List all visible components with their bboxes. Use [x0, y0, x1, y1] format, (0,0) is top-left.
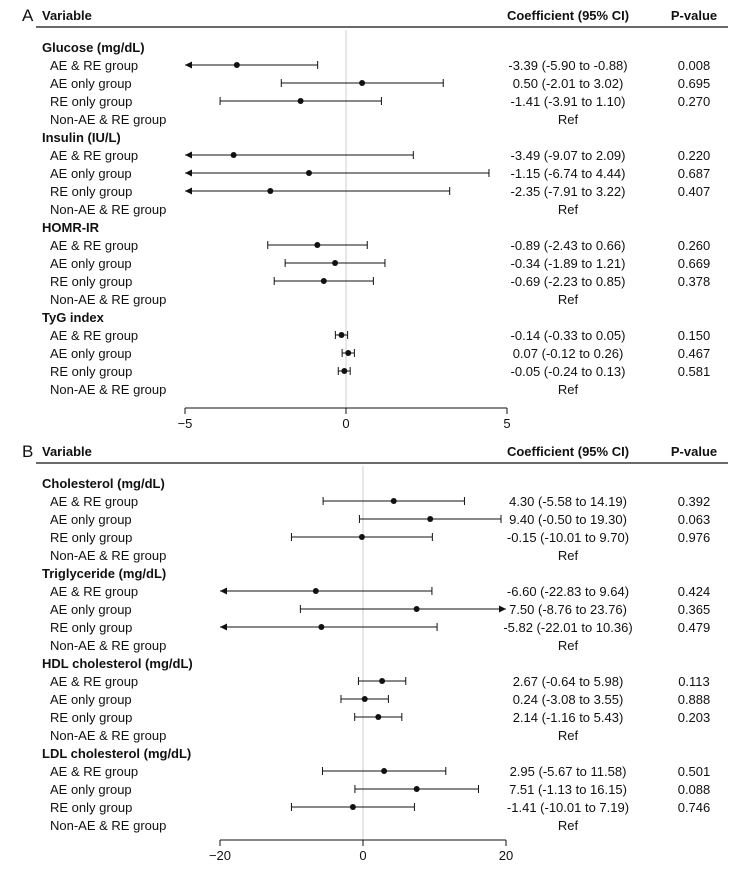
panel-a-row-label: Non-AE & RE group	[50, 202, 167, 217]
panel-b-row-pvalue: 0.088	[677, 782, 711, 797]
panel-b-row-ci: 2.95 (-5.67 to 11.58)	[509, 764, 627, 779]
panel-b-row-label: Non-AE & RE group	[50, 728, 167, 743]
panel-b-row-label: AE & RE group	[50, 764, 139, 779]
panel-a-row-ci: -3.49 (-9.07 to 2.09)	[510, 148, 626, 163]
panel-a-label: A	[22, 6, 34, 25]
panel-a-point-estimate	[345, 350, 351, 356]
panel-a-group-title: Glucose (mg/dL)	[42, 40, 145, 55]
panel-b-row-ci: 4.30 (-5.58 to 14.19)	[509, 494, 627, 509]
panel-b-row-ci: Ref	[557, 728, 579, 743]
panel-b-point-estimate	[427, 516, 433, 522]
panel-b-row-label: AE & RE group	[50, 674, 139, 689]
panel-a-row-label: RE only group	[50, 94, 133, 109]
panel-b-row-label: RE only group	[50, 620, 133, 635]
panel-b-x-tick-label: −20	[208, 848, 232, 863]
panel-a-row-label: AE only group	[50, 346, 132, 361]
panel-a-group-title: HOMR-IR	[42, 220, 100, 235]
panel-a-row-ci: -0.05 (-0.24 to 0.13)	[510, 364, 626, 379]
panel-b-point-estimate	[362, 696, 368, 702]
panel-b-row-ci: 2.67 (-0.64 to 5.98)	[512, 674, 624, 689]
panel-b-point-estimate	[318, 624, 324, 630]
panel-a-row-pvalue: 0.467	[677, 346, 711, 361]
panel-b-row-ci: 7.50 (-8.76 to 23.76)	[509, 602, 627, 617]
panel-b-row-pvalue: 0.479	[677, 620, 711, 635]
panel-a-row-ci: -1.41 (-3.91 to 1.10)	[510, 94, 626, 109]
panel-b-ci-arrow-right	[499, 606, 506, 613]
panel-a-row-label: AE only group	[50, 166, 132, 181]
panel-b-row-label: RE only group	[50, 710, 133, 725]
panel-a-point-estimate	[231, 152, 237, 158]
panel-a-row-label: AE & RE group	[50, 238, 139, 253]
panel-b-header-pvalue: P-value	[670, 444, 718, 459]
panel-a-point-estimate	[306, 170, 312, 176]
panel-a-row-pvalue: 0.687	[677, 166, 711, 181]
panel-b-row-label: AE only group	[50, 512, 132, 527]
panel-a-row-ci: 0.50 (-2.01 to 3.02)	[512, 76, 624, 91]
panel-b-row-ci: 0.24 (-3.08 to 3.55)	[512, 692, 624, 707]
panel-b-row-label: RE only group	[50, 530, 133, 545]
panel-b-row-ci: 7.51 (-1.13 to 16.15)	[509, 782, 627, 797]
panel-b-point-estimate	[414, 786, 420, 792]
panel-a-row-ci: Ref	[557, 202, 579, 217]
panel-a-row-label: AE & RE group	[50, 148, 139, 163]
panel-a-x-tick-label: 5	[503, 416, 511, 431]
panel-b-group-title: Triglyceride (mg/dL)	[42, 566, 167, 581]
panel-a-point-estimate	[314, 242, 320, 248]
panel-a-point-estimate	[321, 278, 327, 284]
panel-a-row-pvalue: 0.669	[677, 256, 711, 271]
panel-a-row-pvalue: 0.270	[677, 94, 711, 109]
panel-a-group-title: Insulin (IU/L)	[42, 130, 121, 145]
panel-b-x-tick-label: 0	[359, 848, 367, 863]
panel-a-header-coefficient: Coefficient (95% CI)	[506, 8, 630, 23]
panel-b-row-label: AE & RE group	[50, 584, 139, 599]
panel-a-x-tick-label: −5	[177, 416, 193, 431]
panel-a-row-pvalue: 0.581	[677, 364, 711, 379]
panel-b-row-ci: Ref	[557, 818, 579, 833]
panel-a-row-pvalue: 0.260	[677, 238, 711, 253]
panel-a-ci-arrow-left	[185, 152, 192, 159]
panel-b-row-ci: -5.82 (-22.01 to 10.36)	[503, 620, 633, 635]
panel-a-point-estimate	[338, 332, 344, 338]
panel-a-row-label: RE only group	[50, 364, 133, 379]
panel-b-ci-arrow-left	[220, 624, 227, 631]
panel-b-point-estimate	[391, 498, 397, 504]
panel-a-row-label: AE & RE group	[50, 328, 139, 343]
panel-b-row-ci: Ref	[557, 548, 579, 563]
panel-a-row-label: RE only group	[50, 274, 133, 289]
panel-b-row-label: Non-AE & RE group	[50, 548, 167, 563]
panel-a-header-variable: Variable	[42, 8, 92, 23]
panel-a-ci-arrow-left	[185, 170, 192, 177]
panel-a-point-estimate	[298, 98, 304, 104]
panel-b-row-ci: -0.15 (-10.01 to 9.70)	[506, 530, 630, 545]
panel-b-row-pvalue: 0.203	[677, 710, 711, 725]
panel-a-row-pvalue: 0.008	[677, 58, 711, 73]
panel-a-row-ci: -0.14 (-0.33 to 0.05)	[510, 328, 626, 343]
panel-b-point-estimate	[375, 714, 381, 720]
panel-a-ci-arrow-left	[185, 188, 192, 195]
panel-b-row-label: AE & RE group	[50, 494, 139, 509]
panel-b-point-estimate	[359, 534, 365, 540]
panel-a-point-estimate	[332, 260, 338, 266]
panel-b-row-pvalue: 0.392	[677, 494, 711, 509]
panel-a-row-label: RE only group	[50, 184, 133, 199]
panel-a-row-ci: -3.39 (-5.90 to -0.88)	[508, 58, 628, 73]
panel-b-x-tick-label: 20	[498, 848, 514, 863]
panel-a-row-pvalue: 0.378	[677, 274, 711, 289]
panel-b-row-pvalue: 0.888	[677, 692, 711, 707]
panel-b-row-pvalue: 0.424	[677, 584, 711, 599]
panel-a-row-ci: Ref	[557, 382, 579, 397]
panel-b-header-variable: Variable	[42, 444, 92, 459]
panel-b-group-title: HDL cholesterol (mg/dL)	[42, 656, 193, 671]
panel-a-row-pvalue: 0.407	[677, 184, 711, 199]
panel-a-header-pvalue: P-value	[670, 8, 718, 23]
panel-b-point-estimate	[414, 606, 420, 612]
panel-a-row-ci: -1.15 (-6.74 to 4.44)	[510, 166, 626, 181]
panel-b-row-label: Non-AE & RE group	[50, 638, 167, 653]
panel-a-row-pvalue: 0.150	[677, 328, 711, 343]
panel-b-point-estimate	[379, 678, 385, 684]
panel-a-row-ci: 0.07 (-0.12 to 0.26)	[512, 346, 624, 361]
panel-a-row-ci: -2.35 (-7.91 to 3.22)	[510, 184, 626, 199]
panel-a-row-ci: -0.34 (-1.89 to 1.21)	[510, 256, 626, 271]
panel-b-row-ci: 9.40 (-0.50 to 19.30)	[509, 512, 627, 527]
panel-b-ci-arrow-left	[220, 588, 227, 595]
panel-b-row-ci: -1.41 (-10.01 to 7.19)	[506, 800, 630, 815]
panel-b-row-pvalue: 0.365	[677, 602, 711, 617]
panel-a-row-label: AE only group	[50, 76, 132, 91]
panel-a-row-label: AE only group	[50, 256, 132, 271]
panel-a-row-pvalue: 0.220	[677, 148, 711, 163]
panel-a-row-label: Non-AE & RE group	[50, 292, 167, 307]
panel-b-row-label: RE only group	[50, 800, 133, 815]
panel-a-row-label: AE & RE group	[50, 58, 139, 73]
panel-b-row-label: AE only group	[50, 602, 132, 617]
panel-b-label: B	[22, 442, 34, 461]
panel-b-row-ci: -6.60 (-22.83 to 9.64)	[506, 584, 630, 599]
panel-b-point-estimate	[350, 804, 356, 810]
panel-a-row-ci: -0.89 (-2.43 to 0.66)	[510, 238, 626, 253]
panel-b-point-estimate	[381, 768, 387, 774]
panel-b-point-estimate	[313, 588, 319, 594]
panel-b-header-coefficient: Coefficient (95% CI)	[506, 444, 630, 459]
panel-a-ci-arrow-left	[185, 62, 192, 69]
panel-b-group-title: LDL cholesterol (mg/dL)	[42, 746, 192, 761]
panel-b-row-label: AE only group	[50, 782, 132, 797]
panel-b-row-label: Non-AE & RE group	[50, 818, 167, 833]
panel-b-row-pvalue: 0.063	[677, 512, 711, 527]
panel-a-point-estimate	[267, 188, 273, 194]
panel-b-group-title: Cholesterol (mg/dL)	[42, 476, 165, 491]
panel-b-row-pvalue: 0.501	[677, 764, 711, 779]
panel-a-point-estimate	[341, 368, 347, 374]
panel-a-row-ci: Ref	[557, 112, 579, 127]
panel-a-row-label: Non-AE & RE group	[50, 382, 167, 397]
panel-a-row-pvalue: 0.695	[677, 76, 711, 91]
panel-b-row-pvalue: 0.976	[677, 530, 711, 545]
panel-b-row-pvalue: 0.113	[678, 674, 710, 689]
panel-b-row-label: AE only group	[50, 692, 132, 707]
panel-a-x-tick-label: 0	[342, 416, 350, 431]
panel-a-row-label: Non-AE & RE group	[50, 112, 167, 127]
panel-a-point-estimate	[234, 62, 240, 68]
panel-b-row-ci: Ref	[557, 638, 579, 653]
panel-b-row-ci: 2.14 (-1.16 to 5.43)	[512, 710, 624, 725]
panel-a-point-estimate	[359, 80, 365, 86]
panel-a-row-ci: -0.69 (-2.23 to 0.85)	[510, 274, 626, 289]
panel-a-group-title: TyG index	[42, 310, 104, 325]
panel-b-row-pvalue: 0.746	[677, 800, 711, 815]
panel-a-row-ci: Ref	[557, 292, 579, 307]
